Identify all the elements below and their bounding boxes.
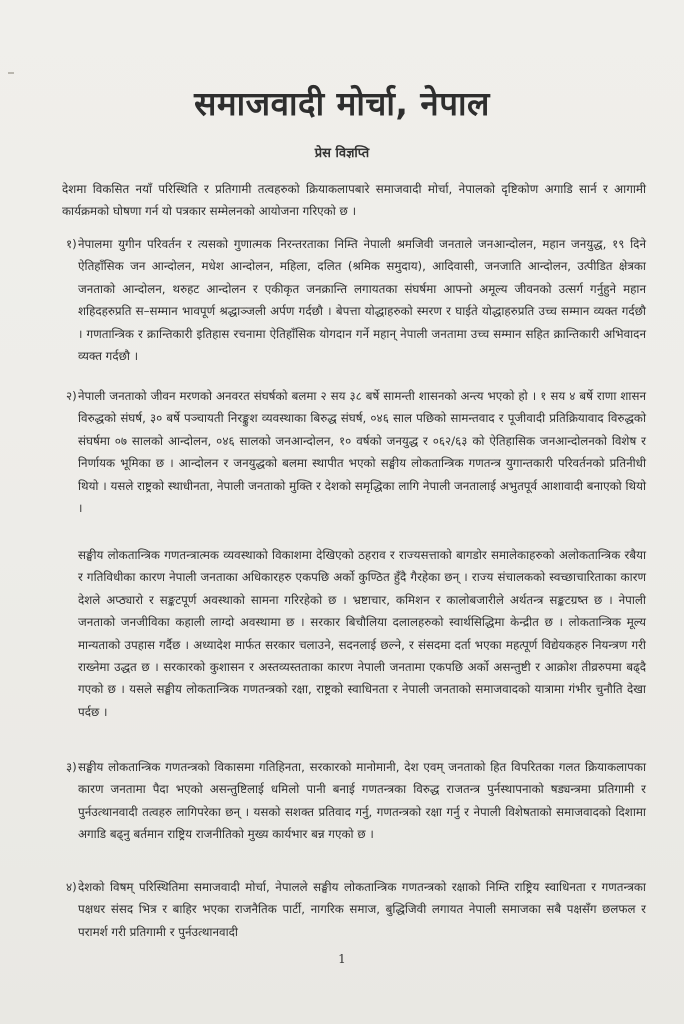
point-number: २)	[66, 389, 77, 403]
point-number: १)	[66, 237, 77, 251]
point-paragraph: नेपाली जनताको जीवन मरणको अनवरत संघर्षको बलमा २ सय ३८ बर्षे सामन्ती शासनको अन्त्य भएको हो । १ सय ४ बर्षे राणा शासन विरुद्धको संघर्ष, ३० बर्षे पञ्चायती निरङ्कुश व्यवस्थाका बिरुद्ध संघर्ष, ०४६ साल पछिको सामन्तवाद र पूजीवादी प्रतिक्रियावाद विरुद्धको संघर्षमा ०७ सालको आन्दोलन, ०४६ सालको जनआन्दोलन, १० वर्षको जनयुद्ध र ०६२/६३ को ऐतिहासिक जनआन्दोलनको विशेष र निर्णायक भूमिका छ । आन्दोलन र जनयुद्धको बलमा स्थापीत भएको सङ्घीय लोकतान्त्रिक गणतन्त्र युगान्तकारी परिवर्तनको प्रतिनीधी थियो । यसले राष्ट्रको स्थाधीनता, नेपाली जनताको मुक्ति र देशको समृद्धिका लागि नेपाली जनतालाई अभुतपूर्व आशावादी बनाएको थियो ।	[78, 389, 646, 516]
document-title: समाजवादी मोर्चा, नेपाल	[194, 84, 490, 123]
document-subtitle: प्रेस विज्ञप्ति	[314, 146, 370, 161]
intro-paragraph: देशमा विकसित नयाँ परिस्थिति र प्रतिगामी तत्वहरुको क्रियाकलापबारे समाजवादी मोर्चा, नेपालको दृष्टिकोण अगाडि सार्न र आगामी कार्यक्रमको घोषणा गर्न यो पत्रकार सम्मेलनको आयोजना गरिएको छ ।	[62, 182, 646, 219]
point-number: ३)	[66, 760, 77, 774]
point-number: ४)	[66, 880, 77, 894]
point-paragraph: सङ्घीय लोकतान्त्रिक गणतन्त्रको विकासमा गतिहिनता, सरकारको मानोमानी, देश एवम् जनताको हित विपरितका गलत क्रियाकलापका कारण जनतामा पैदा भएको असन्तुष्टिलाई धमिलो पानी बनाई गणतन्त्रका विरुद्ध राजतन्त्र पुर्नस्थापनाको षड्यन्त्रमा प्रतिगामी र पुर्नउत्थानवादी तत्वहरु लागिपरेका छन् । यसको सशक्त प्रतिवाद गर्नु, गणतन्त्रको रक्षा गर्नु र नेपाली विशेषताको समाजवादको दिशामा अगाडि बढ्नु बर्तमान राष्ट्रिय राजनीतिको मुख्य कार्यभार बन्न गएको छ ।	[78, 760, 646, 842]
point-paragraph: नेपालमा युगीन परिवर्तन र त्यसको गुणात्मक निरन्तरताका निम्ति नेपाली श्रमजिवी जनताले जनआन्दोलन, महान जनयुद्ध, १९ दिने ऐतिहाँसिक जन आन्दोलन, मधेश आन्दोलन, महिला, दलित (श्रमिक समुदाय), आदिवासी, जनजाति आन्दोलन, उत्पीडित क्षेत्रका जनताको आन्दोलन, थरुहट आन्दोलन र एकीकृत जनक्रान्ति लगायतका संघर्षमा आफ्नो अमूल्य जीवनको उत्सर्ग गर्नुहुने महान शहिदहरुप्रति स–सम्मान भावपूर्ण श्रद्धाञ्जली अर्पण गर्दछौ । बेपत्ता योद्धाहरुको स्मरण र घाईते योद्धाहरुप्रति उच्च सम्मान व्यक्त गर्दछौ । गणतान्त्रिक र क्रान्तिकारी इतिहास रचनामा ऐतिहाँसिक योगदान गर्ने महान् नेपाली जनतामा उच्च सम्मान सहित क्रान्तिकारी अभिवादन व्यक्त गर्दछौ ।	[78, 237, 646, 364]
point-paragraph: देशको विषम् परिस्थितिमा समाजवादी मोर्चा, नेपालले सङ्घीय लोकतान्त्रिक गणतन्त्रको रक्षाको निम्ति राष्ट्रिय स्वाधिनता र गणतन्त्रका पक्षधर संसद भित्र र बाहिर भएका राजनैतिक पार्टी, नागरिक समाज, बुद्धिजिवी लगायत नेपाली समाजका सबै पक्षसँग छलफल र परामर्श गरी प्रतिगामी र पुर्नउत्थानवादी	[78, 880, 646, 939]
middle-paragraph: सङ्घीय लोकतान्त्रिक गणतन्त्रात्मक व्यवस्थाको विकाशमा देखिएको ठहराव र राज्यसत्ताको बागडोर समालेकाहरुको अलोकतान्त्रिक रबैया र गतिविधीका कारण नेपाली जनताका अधिकारहरु एकपछि अर्को कुण्ठित हुँदै गैरहेका छन् । राज्य संचालकको स्वच्छाचारिताका कारण देशले अप्ठ्यारो र सङ्कटपूर्ण अवस्थाको सामना गरिरहेको छ । भ्रष्टाचार, कमिशन र कालोबजारीले अर्थतन्त्र सङ्कटग्रष्त छ । नेपाली जनताको जनजीविका कहाली लाग्दो अवस्थामा छ । सरकार बिचौलिया दलालहरुको स्वार्थसिद्धिमा केन्द्रीत छ । लोकतान्त्रिक मूल्य मान्यताको उपहास गर्दैछ । अध्यादेश मार्फत सरकार चलाउने, सदनलाई छल्ने, र संसदमा दर्ता भएका महत्पूर्ण विद्येयकहरु नियन्त्रण गरी राख्नेमा उद्धत छ । सरकारको कुशासन र अस्तव्यस्तताका कारण नेपाली जनतामा एकपछि अर्को असन्तुष्टी र आक्रोश तीव्ररुपमा बढ्दै गएको छ । यसले सङ्घीय लोकतान्त्रिक गणतन्त्रको रक्षा, राष्ट्रको स्वाधिनता र नेपाली जनताको समाजवादको यात्रामा गंभीर चुनौति देखा पर्दछ ।	[78, 548, 646, 719]
scan-mark	[8, 72, 14, 74]
page-number: 1	[338, 952, 346, 966]
